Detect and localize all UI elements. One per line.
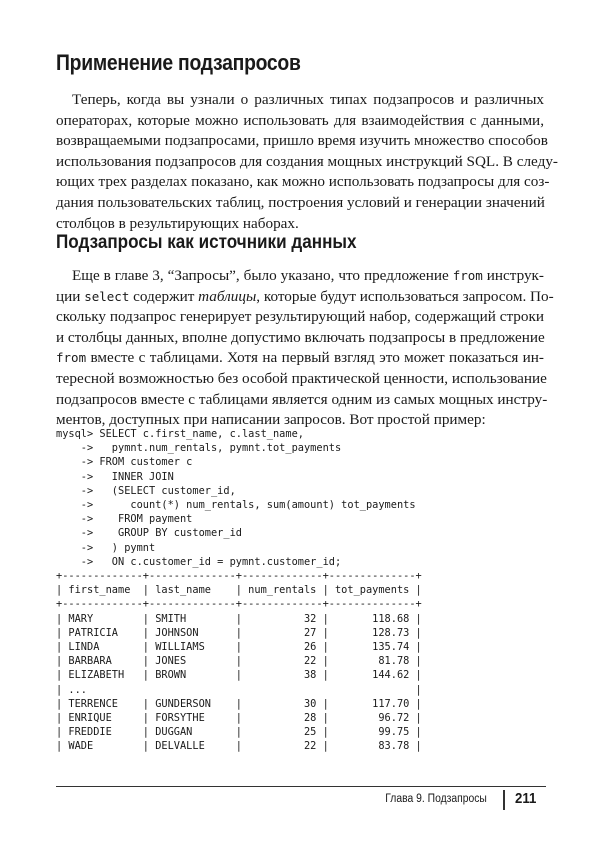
paragraph-line: Еще в главе 3, “Запросы”, было указано, что предложение from инструк- xyxy=(72,267,544,284)
paragraph-line: дания пользовательских таблиц, построения условий и генерации значений xyxy=(56,193,545,211)
paragraph-line: тересной возможностью без особой практической ценности, использование xyxy=(56,369,547,387)
paragraph-line: столбцов в результирующих наборах. xyxy=(56,214,299,232)
inline-code: from xyxy=(56,350,87,366)
subsection-paragraph xyxy=(56,266,554,431)
subsection-title: Подзапросы как источники данных xyxy=(56,232,357,253)
paragraph-line: скольку подзапрос генерирует результирующий набор, содержащий строки xyxy=(56,308,544,326)
inline-code: from xyxy=(452,268,483,283)
paragraph-line: подзапросов вместе с таблицами является одним из самых мощных инстру- xyxy=(56,390,548,408)
section-title: Применение подзапросов xyxy=(56,50,301,75)
paragraph-line: и столбцы данных, вполне допустимо включать подзапросы в предложение xyxy=(56,328,545,346)
inline-code: select xyxy=(84,288,130,304)
footer-divider xyxy=(56,786,546,787)
emphasis: таблицы xyxy=(198,287,257,305)
paragraph-line: использования подзапросов для создания мощных инструкций SQL. В следу- xyxy=(56,152,558,170)
paragraph-line: from вместе с таблицами. Хотя на первый взгляд это может показаться ин- xyxy=(56,349,544,367)
page-number: 211 xyxy=(515,790,537,807)
paragraph-line: возвращаемыми подзапросами, пришло время изучить множество способов xyxy=(56,132,548,150)
footer-chapter-title: Глава 9. Подзапросы xyxy=(385,793,487,805)
paragraph-line: ментов, доступных при написании запросов. Вот простой пример: xyxy=(56,411,486,429)
footer-separator xyxy=(503,790,505,810)
paragraph-line: операторах, которые можно использовать для взаимодействия с данными, xyxy=(56,111,544,129)
section-paragraph xyxy=(56,90,558,234)
paragraph-line: Теперь, когда вы узнали о различных типах подзапросов и различных xyxy=(72,91,544,108)
paragraph-line: ющих трех разделах показано, как можно использовать подзапросы для соз- xyxy=(56,173,550,191)
paragraph-line: ции select содержит таблицы, которые будут использоваться запросом. По- xyxy=(56,287,554,305)
sql-code-listing: mysql> SELECT c.first_name, c.last_name, -> pymnt.num_rentals, pymnt.tot_payments -> FROM customer c -> INNER JOIN -> (SELECT customer_id, -> count(*) num_rentals, sum(amount) tot_payments -> FROM payment -> GROUP BY customer_id -> ) pymnt -> ON c.customer_id = pymnt.customer_id; +-------------+--------------+-------------+--------------+ | first_name | last_name | num_rentals | tot_payments | +-------------+--------------+-------------+--------------+ | MARY | SMITH | 32 | 118.68 | | PATRICIA | JOHNSON | 27 | 128.73 | | LINDA | WILLIAMS | 26 | 135.74 | | BARBARA | JONES | 22 | 81.78 | | ELIZABETH | BROWN | 38 | 144.62 | | ... | | TERRENCE | GUNDERSON | 30 | 117.70 | | ENRIQUE | FORSYTHE | 28 | 96.72 | | FREDDIE | DUGGAN | 25 | 99.75 | | WADE | DELVALLE | 22 | 83.78 | xyxy=(56,428,422,753)
